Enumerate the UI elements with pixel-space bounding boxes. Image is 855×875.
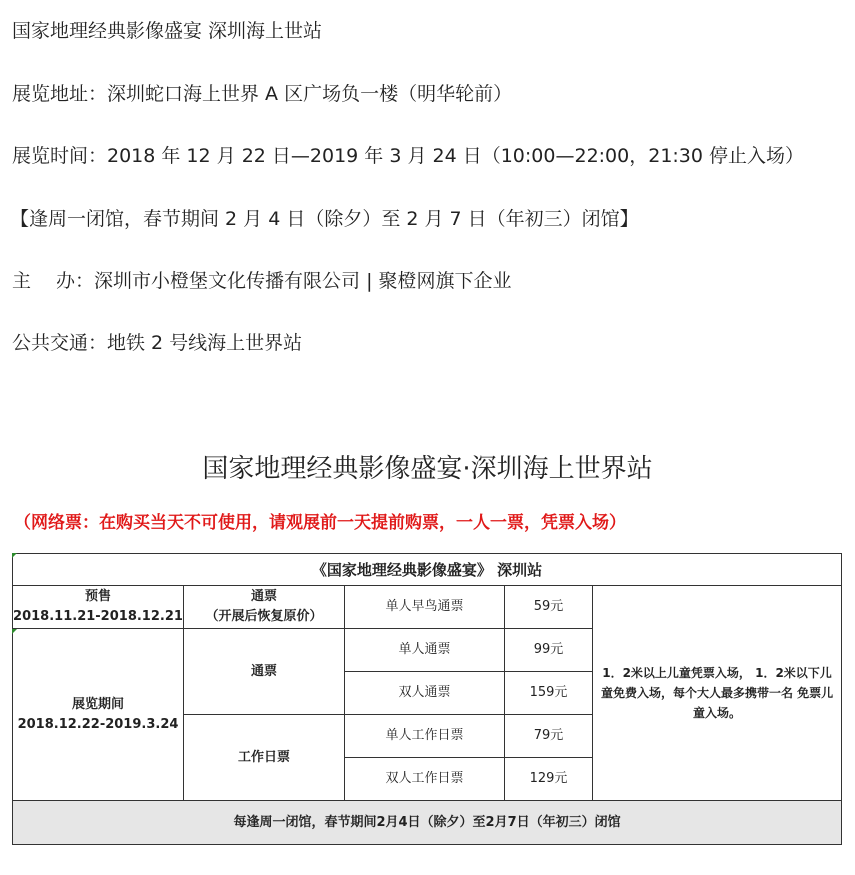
ticket-price: 79元: [505, 715, 593, 758]
cell-comment-marker: [12, 629, 17, 634]
presale-type-note: （开展后恢复原价）: [205, 609, 323, 624]
ticket-price: 159元: [505, 672, 593, 715]
ticket-price: 99元: [505, 629, 593, 672]
ticket-name: 单人通票: [345, 629, 505, 672]
child-policy-note: 1．2米以上儿童凭票入场， 1．2米以下儿童免费入场，每个大人最多携带一名 免票儿童入场。: [593, 586, 842, 801]
presale-type-cell: [184, 586, 345, 629]
organizer: 主 办：深圳市小橙堡文化传播有限公司 | 聚橙网旗下企业: [12, 270, 512, 292]
period-label: 展览期间: [71, 696, 124, 712]
period-cell: [13, 629, 184, 801]
period-dates: 2018.12.22-2019.3.24: [17, 716, 179, 732]
presale-label: 预售: [84, 589, 111, 604]
exhibition-title: 国家地理经典影像盛宴 深圳海上世站: [12, 20, 323, 42]
presale-dates: 2018.11.21-2018.12.21: [13, 609, 183, 624]
online-ticket-notice: （网络票：在购买当天不可使用，请观展前一天提前购票，一人一票，凭票入场）: [14, 513, 626, 533]
workday-ticket-label: 工作日票: [184, 715, 345, 801]
general-ticket-label: 通票: [184, 629, 345, 715]
ticket-name: 单人工作日票: [345, 715, 505, 758]
exhibition-time: 展览时间：2018 年 12 月 22 日—2019 年 3 月 24 日（10:00—22:00，21:30 停止入场）: [12, 145, 805, 167]
exhibition-address: 展览地址：深圳蛇口海上世界 A 区广场负一楼（明华轮前）: [12, 83, 513, 105]
table-caption: 《国家地理经典影像盛宴》 深圳站: [13, 554, 842, 586]
ticket-name: 单人早鸟通票: [345, 586, 505, 629]
ticket-price: 59元: [505, 586, 593, 629]
poster-title: 国家地理经典影像盛宴·深圳海上世界站: [202, 454, 653, 484]
ticket-price: 129元: [505, 758, 593, 801]
closing-notice: 【逢周一闭馆，春节期间 2 月 4 日（除夕）至 2 月 7 日（年初三）闭馆】: [10, 208, 639, 230]
public-transit: 公共交通：地铁 2 号线海上世界站: [12, 332, 303, 354]
table-footer-notice: 每逢周一闭馆，春节期间2月4日（除夕）至2月7日（年初三）闭馆: [13, 801, 842, 845]
ticket-name: 双人工作日票: [345, 758, 505, 801]
cell-comment-marker: [12, 553, 17, 558]
presale-cell: [13, 586, 184, 629]
ticket-price-table: [12, 553, 842, 845]
ticket-name: 双人通票: [345, 672, 505, 715]
presale-type: 通票: [250, 589, 277, 604]
